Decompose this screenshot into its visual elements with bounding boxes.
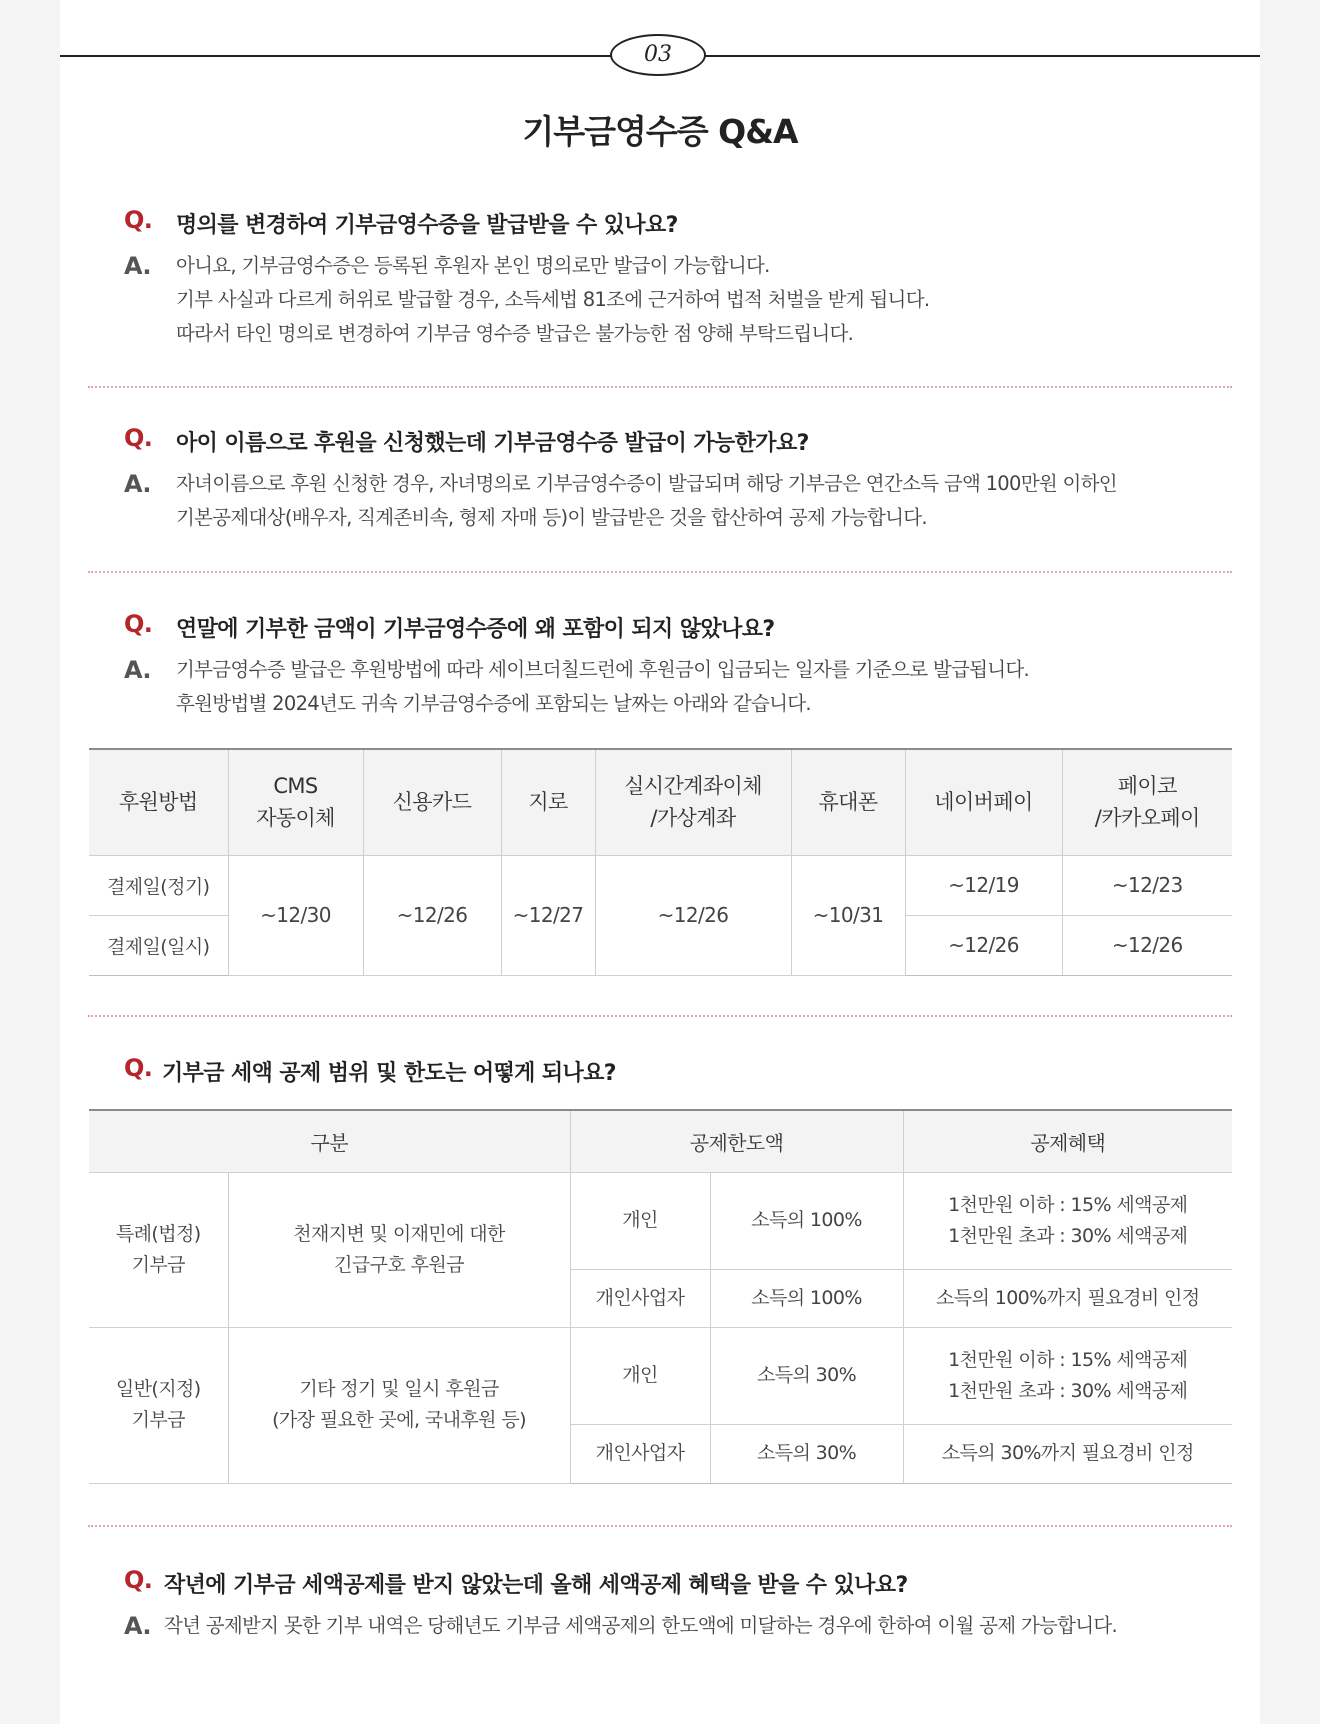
page-title: 기부금영수증 Q&A [522,112,798,151]
answer-line: 기부 사실과 다르게 허위로 발급할 경우, 소득세법 81조에 근거하여 법적 처벌을 받게 됩니다. [176,288,930,311]
header-category: 구분 [89,1110,570,1172]
answer-2 [124,467,1117,535]
group1-personal: 개인 [570,1172,710,1269]
payment-date-table [89,748,1232,976]
header-naver: 네이버페이 [905,749,1062,855]
q-marker: Q. [124,1566,153,1594]
header-cms-line1: CMS [273,774,318,799]
a-marker: A. [124,1612,151,1640]
answer-line: 기본공제대상(배우자, 직계존비속, 형제 자매 등)이 발급받은 것을 합산하여 공제 가능합니다. [176,506,927,529]
question-text: 연말에 기부한 금액이 기부금영수증에 왜 포함이 되지 않았나요? [176,617,775,642]
q-marker: Q. [124,206,153,234]
header-cms [228,749,363,855]
cell-payco-regular: ~12/23 [1062,855,1232,915]
header-card: 신용카드 [363,749,501,855]
question-text: 작년에 기부금 세액공제를 받지 않았는데 올해 세액공제 혜택을 받을 수 있나요? [164,1573,908,1598]
cell-naver-regular: ~12/19 [905,855,1062,915]
question-text: 기부금 세액 공제 범위 및 한도는 어떻게 되나요? [162,1061,616,1086]
question-1 [124,208,678,239]
group1-personal-benefit [903,1172,1232,1269]
cell-cms: ~12/30 [228,855,363,975]
group2-name-line1: 일반(지정) [115,1378,201,1400]
answer-1 [124,249,929,351]
a-marker: A. [124,656,151,684]
answer-5 [124,1609,1117,1643]
question-2 [124,426,809,457]
group2-personal-benefit [903,1327,1232,1424]
benefit-line: 1천만원 이하 : 15% 세액공제 [948,1193,1188,1216]
page-number: 03 [610,34,706,76]
group1-personal-limit: 소득의 100% [710,1172,903,1269]
answer-line: 작년 공제받지 못한 기부 내역은 당해년도 기부금 세액공제의 한도액에 미달하는 경우에 한하여 이월 공제 가능합니다. [164,1614,1118,1637]
group2-business-limit: 소득의 30% [710,1424,903,1483]
header-benefit: 공제혜택 [903,1110,1232,1172]
benefit-line: 1천만원 이하 : 15% 세액공제 [948,1348,1188,1371]
answer-line: 자녀이름으로 후원 신청한 경우, 자녀명의로 기부금영수증이 발급되며 해당 기부금은 연간소득 금액 100만원 이하인 [176,472,1117,495]
cell-transfer: ~12/26 [595,855,791,975]
header-giro: 지로 [501,749,595,855]
group1-name-line1: 특례(법정) [115,1222,201,1245]
answer-line: 따라서 타인 명의로 변경하여 기부금 영수증 발급은 불가능한 점 양해 부탁드립니다. [176,322,854,345]
group2-business: 개인사업자 [570,1424,710,1483]
answer-line: 기부금영수증 발급은 후원방법에 따라 세이브더칠드런에 후원금이 입금되는 일자를 기준으로 발급됩니다. [176,658,1030,681]
group1-desc [228,1172,570,1327]
group2-desc-line1: 기타 정기 및 일시 후원금 [299,1378,499,1400]
group1-business-benefit: 소득의 100%까지 필요경비 인정 [903,1269,1232,1327]
tax-deduction-table [89,1109,1232,1484]
cell-naver-onetime: ~12/26 [905,915,1062,975]
question-5 [124,1568,908,1599]
question-text: 명의를 변경하여 기부금영수증을 발급받을 수 있나요? [176,213,678,238]
cell-card: ~12/26 [363,855,501,975]
group1-name-line2: 기부금 [131,1253,185,1276]
benefit-line: 1천만원 초과 : 30% 세액공제 [948,1224,1188,1247]
header-method: 후원방법 [89,749,228,855]
row-label-regular: 결제일(정기) [89,855,228,915]
a-marker: A. [124,470,151,498]
question-text: 아이 이름으로 후원을 신청했는데 기부금영수증 발급이 가능한가요? [176,431,809,456]
question-4 [124,1056,616,1087]
header-payco [1062,749,1232,855]
answer-3 [124,653,1029,721]
q-marker: Q. [124,610,153,638]
cell-payco-onetime: ~12/26 [1062,915,1232,975]
group1-business-limit: 소득의 100% [710,1269,903,1327]
group2-desc-line2: (가장 필요한 곳에, 국내후원 등) [272,1409,526,1431]
section-divider [88,571,1232,573]
row-label-onetime: 결제일(일시) [89,915,228,975]
header-transfer-line1: 실시간계좌이체 [624,774,762,799]
q-marker: Q. [124,424,153,452]
header-limit: 공제한도액 [570,1110,903,1172]
cell-phone: ~10/31 [791,855,905,975]
group2-personal: 개인 [570,1327,710,1424]
group2-business-benefit: 소득의 30%까지 필요경비 인정 [903,1424,1232,1483]
group2-name [89,1327,228,1483]
group1-name [89,1172,228,1327]
group1-desc-line1: 천재지변 및 이재민에 대한 [293,1222,505,1245]
group1-business: 개인사업자 [570,1269,710,1327]
group2-desc [228,1327,570,1483]
question-3 [124,612,775,643]
group2-name-line2: 기부금 [131,1409,185,1431]
cell-giro: ~12/27 [501,855,595,975]
header-cms-line2: 자동이체 [256,806,335,831]
header-payco-line1: 페이코 [1117,774,1177,799]
section-divider [88,1525,1232,1527]
benefit-line: 1천만원 초과 : 30% 세액공제 [948,1379,1188,1402]
answer-line: 후원방법별 2024년도 귀속 기부금영수증에 포함되는 날짜는 아래와 같습니다. [176,692,811,715]
header-transfer-line2: /가상계좌 [650,806,736,831]
header-transfer [595,749,791,855]
header-payco-line2: /카카오페이 [1094,806,1200,831]
answer-line: 아니요, 기부금영수증은 등록된 후원자 본인 명의로만 발급이 가능합니다. [176,254,770,277]
section-divider [88,1015,1232,1017]
q-marker: Q. [124,1054,153,1082]
section-divider [88,386,1232,388]
header-phone: 휴대폰 [791,749,905,855]
group2-personal-limit: 소득의 30% [710,1327,903,1424]
a-marker: A. [124,252,151,280]
group1-desc-line2: 긴급구호 후원금 [334,1253,464,1276]
